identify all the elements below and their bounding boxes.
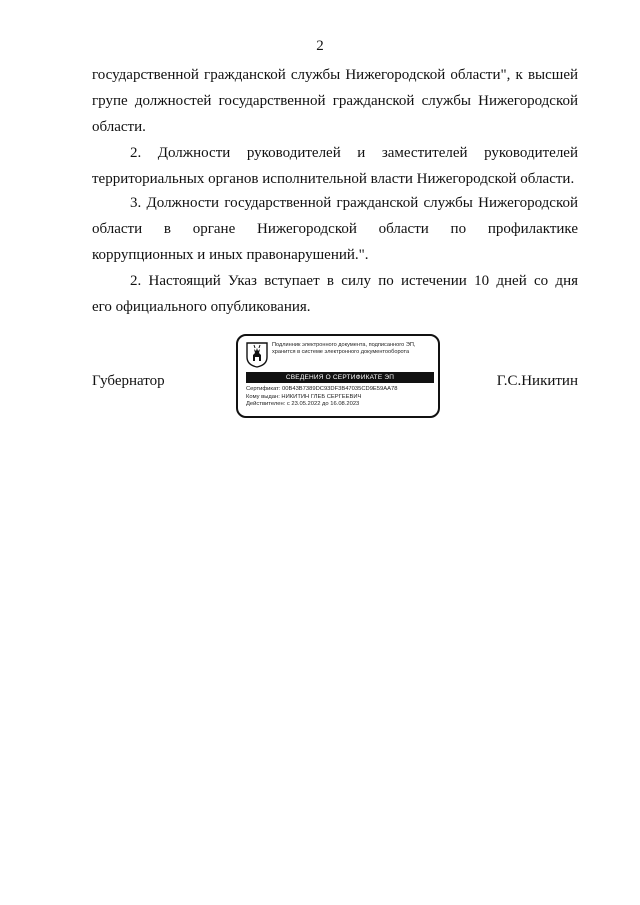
paragraph-3 bbox=[92, 190, 578, 268]
text-line: 3. Должности государственной гражданской службы Нижегородской bbox=[130, 195, 578, 211]
coat-of-arms-icon bbox=[246, 342, 268, 368]
stamp-header: СВЕДЕНИЯ О СЕРТИФИКАТЕ ЭП bbox=[246, 372, 434, 383]
certificate-number: Сертификат: 00B43B7389DC93DF3B47035CD9E59AA78 bbox=[246, 386, 398, 392]
paragraph-1 bbox=[92, 62, 578, 140]
certificate-validity: Действителен: с 23.05.2022 до 16.08.2023 bbox=[246, 401, 360, 408]
certificate-owner: Кому выдан: НИКИТИН ГЛЕБ СЕРГЕЕВИЧ bbox=[246, 393, 362, 400]
stamp-note-line: хранится в системе электронного документооборота bbox=[272, 349, 410, 355]
signature-name: Г.С.Никитин bbox=[496, 373, 578, 389]
text-line: его официального опубликования. bbox=[92, 299, 311, 315]
text-line: 2. Должности руководителей и заместителей руководителей bbox=[130, 145, 578, 161]
stamp-note-line: Подлинник электронного документа, подписанного ЭП, bbox=[272, 342, 416, 348]
text-line: 2. Настоящий Указ вступает в силу по истечении 10 дней со дня bbox=[130, 273, 578, 289]
text-line: государственной гражданской службы Нижегородской области", к высшей bbox=[92, 67, 578, 83]
paragraph-2 bbox=[92, 140, 578, 192]
text-line: территориальных органов исполнительной власти Нижегородской области. bbox=[92, 171, 575, 187]
paragraph-4 bbox=[92, 268, 578, 320]
stamp-info bbox=[246, 386, 397, 409]
text-line: коррупционных и иных правонарушений.". bbox=[92, 247, 369, 263]
text-line: области. bbox=[92, 119, 146, 135]
page-number: 2 bbox=[316, 38, 324, 54]
electronic-signature-stamp bbox=[236, 334, 440, 418]
text-line: области в органе Нижегородской области по профилактике bbox=[92, 221, 578, 237]
stamp-note bbox=[272, 342, 438, 356]
text-line: групе должностей государственной гражданской службы Нижегородской bbox=[92, 93, 578, 109]
signature-position: Губернатор bbox=[92, 373, 165, 389]
